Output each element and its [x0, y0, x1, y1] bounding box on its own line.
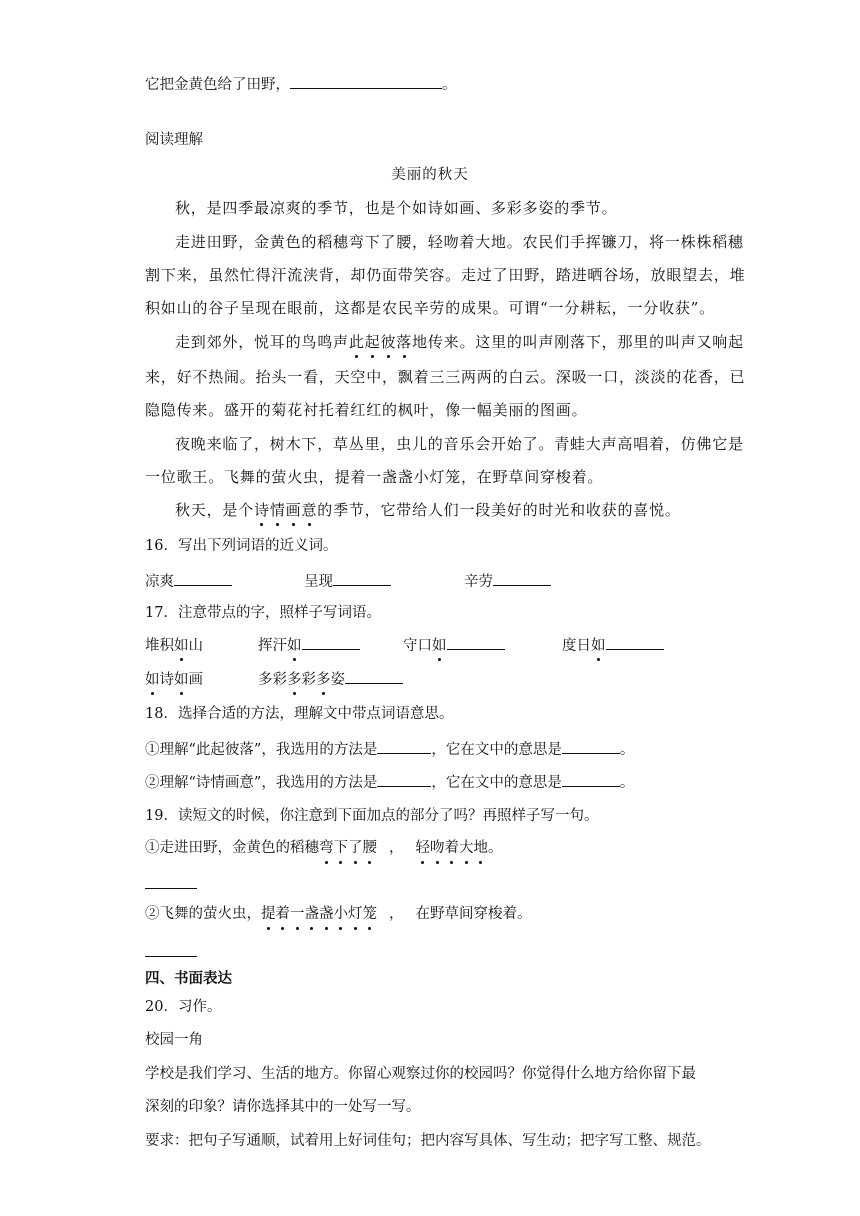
answer-blank[interactable]	[345, 669, 403, 684]
q16-item	[145, 570, 232, 591]
q20-topic: 校园一角	[145, 1032, 203, 1048]
q20-line-2: 深刻的印象？请你选择其中的一处写一写。	[145, 1099, 421, 1115]
answer-blank[interactable]	[377, 772, 431, 787]
dotted-char: 如	[591, 634, 606, 655]
dotted-phrase: 诗情画意	[254, 501, 318, 519]
q19-prompt: 19．读短文的时候，你注意到下面加点的部分了吗？再照样子写一句。	[145, 808, 599, 824]
top-line	[145, 74, 457, 95]
answer-line[interactable]	[145, 888, 197, 889]
q16-word: 辛劳	[464, 574, 493, 590]
q17-prompt: 17．注意带点的字，照样子写词语。	[145, 605, 381, 621]
answer-line[interactable]	[145, 956, 197, 957]
answer-blank[interactable]	[333, 571, 391, 586]
q17-example	[145, 634, 203, 655]
q17-item	[258, 668, 403, 689]
p3-text-a: 走到郊外，悦耳的鸟鸣声	[175, 333, 349, 351]
dotted-phrase: 轻吻着大地	[415, 840, 488, 856]
q18-line-1	[145, 739, 634, 760]
section-writing: 四、书面表达	[145, 971, 232, 987]
p5-text-a: 秋天，是个	[175, 501, 255, 519]
q17-text: 画	[188, 672, 203, 688]
passage-title: 美丽的秋天	[391, 167, 469, 183]
q19-sentence-1	[145, 838, 503, 858]
q19-sentence-2	[145, 904, 532, 924]
q19-text: 在野草间穿梭着。	[415, 906, 532, 922]
answer-blank[interactable]	[377, 739, 431, 754]
p5-text-b: 的季节，它带给人们一段美好的时光和收获的喜悦。	[317, 501, 681, 519]
q16-word: 凉爽	[145, 574, 174, 590]
answer-blank[interactable]	[447, 635, 505, 650]
q20-line-1: 学校是我们学习、生活的地方。你留心观察过你的校园吗？你觉得什么地方给你留下最	[145, 1066, 696, 1082]
q19-text: 。	[488, 840, 503, 856]
q20-prompt: 20．习作。	[145, 999, 222, 1015]
q16-item	[464, 570, 551, 591]
q17-text: 守口	[403, 638, 432, 654]
q17-text: 堆积	[145, 638, 174, 654]
passage-p2-l3: 积如山的谷子呈现在眼前，这都是农民辛劳的成果。可谓“一分耕耘，一分收获”。	[145, 299, 715, 317]
q16-word: 呈现	[304, 574, 333, 590]
answer-blank[interactable]	[174, 571, 232, 586]
dotted-phrase: 此起彼落	[348, 333, 413, 351]
q17-text: 诗	[159, 672, 174, 688]
q16-prompt: 16．写出下列词语的近义词。	[145, 538, 338, 554]
answer-blank[interactable]	[562, 772, 620, 787]
answer-blank[interactable]	[562, 739, 620, 754]
passage-p3-l2: 来，好不热闹。抬头一看，天空中，飘着三三两两的白云。深吸一口，淡淡的花香，已	[145, 368, 746, 386]
q17-text: 山	[188, 638, 203, 654]
passage-p3-l3: 隐隐传来。盛开的菊花衬托着红红的枫叶，像一幅美丽的图画。	[145, 401, 588, 419]
q20-requirements: 要求：把句子写通顺，试着用上好词佳句；把内容写具体、写生动；把字写工整、规范。	[145, 1133, 711, 1149]
passage-p1: 秋，是四季最凉爽的季节，也是个如诗如画、多彩多姿的季节。	[175, 199, 618, 217]
q18-text: 。	[619, 742, 635, 758]
q18-text: ，它在文中的意思是	[431, 775, 562, 791]
dotted-char: 如	[432, 634, 447, 655]
q18-text: ①理解“此起彼落”，我选用的方法是	[145, 742, 378, 758]
q18-text: ，它在文中的意思是	[431, 742, 562, 758]
answer-blank[interactable]	[606, 635, 664, 650]
dotted-char: 如	[287, 634, 302, 655]
p3-text-b: 地传来。这里的叫声刚落下，那里的叫声又响起	[412, 333, 744, 351]
dotted-char: 如	[145, 668, 160, 689]
q17-text: 多彩	[258, 672, 287, 688]
passage-p5	[175, 500, 681, 520]
answer-blank[interactable]	[290, 74, 442, 89]
top-line-end: 。	[442, 77, 457, 93]
dotted-char: 多	[287, 668, 302, 689]
q17-text: 姿	[330, 672, 345, 688]
dotted-char: 如	[174, 668, 189, 689]
q17-example	[145, 668, 203, 689]
dotted-phrase: 弯下了腰	[319, 840, 377, 856]
dotted-char: 如	[174, 634, 189, 655]
passage-p4-l2: 一位歌王。飞舞的萤火虫，提着一盏盏小灯笼，在野草间穿梭着。	[145, 468, 604, 486]
q18-text: ②理解“诗情画意”，我选用的方法是	[145, 775, 378, 791]
q18-prompt: 18．选择合适的方法，理解文中带点词语意思。	[145, 706, 454, 722]
dotted-phrase: 提着一盏盏小灯笼	[261, 906, 377, 922]
q18-line-2	[145, 772, 634, 793]
passage-p2-l2: 割下来，虽然忙得汗流浃背，却仍面带笑容。走过了田野，踏进晒谷场，放眼望去，堆	[145, 266, 746, 284]
q17-item	[562, 634, 664, 655]
q17-text: 彩	[301, 672, 316, 688]
q19-text: ①走进田野，金黄色的稻穗	[145, 840, 319, 856]
q17-text: 挥汗	[258, 638, 287, 654]
q17-item	[403, 634, 505, 655]
answer-blank[interactable]	[493, 571, 551, 586]
passage-p2-l1: 走进田野，金黄色的稻穗弯下了腰，轻吻着大地。农民们手挥镰刀，将一株株稻穗	[175, 233, 744, 251]
q19-text: ②飞舞的萤火虫，	[145, 906, 261, 922]
q18-text: 。	[619, 775, 635, 791]
q19-text: ，	[389, 840, 404, 856]
answer-blank[interactable]	[302, 635, 360, 650]
dotted-char: 多	[316, 668, 331, 689]
q17-item	[258, 634, 360, 655]
passage-p3-l1	[175, 332, 744, 352]
q16-item	[304, 570, 391, 591]
q19-text: ，	[389, 906, 404, 922]
passage-p4-l1: 夜晚来临了，树木下，草丛里，虫儿的音乐会开始了。青蛙大声高唱着，仿佛它是	[175, 435, 744, 453]
section-reading: 阅读理解	[145, 132, 203, 148]
top-line-text: 它把金黄色给了田野，	[145, 77, 290, 93]
q17-text: 度日	[562, 638, 591, 654]
